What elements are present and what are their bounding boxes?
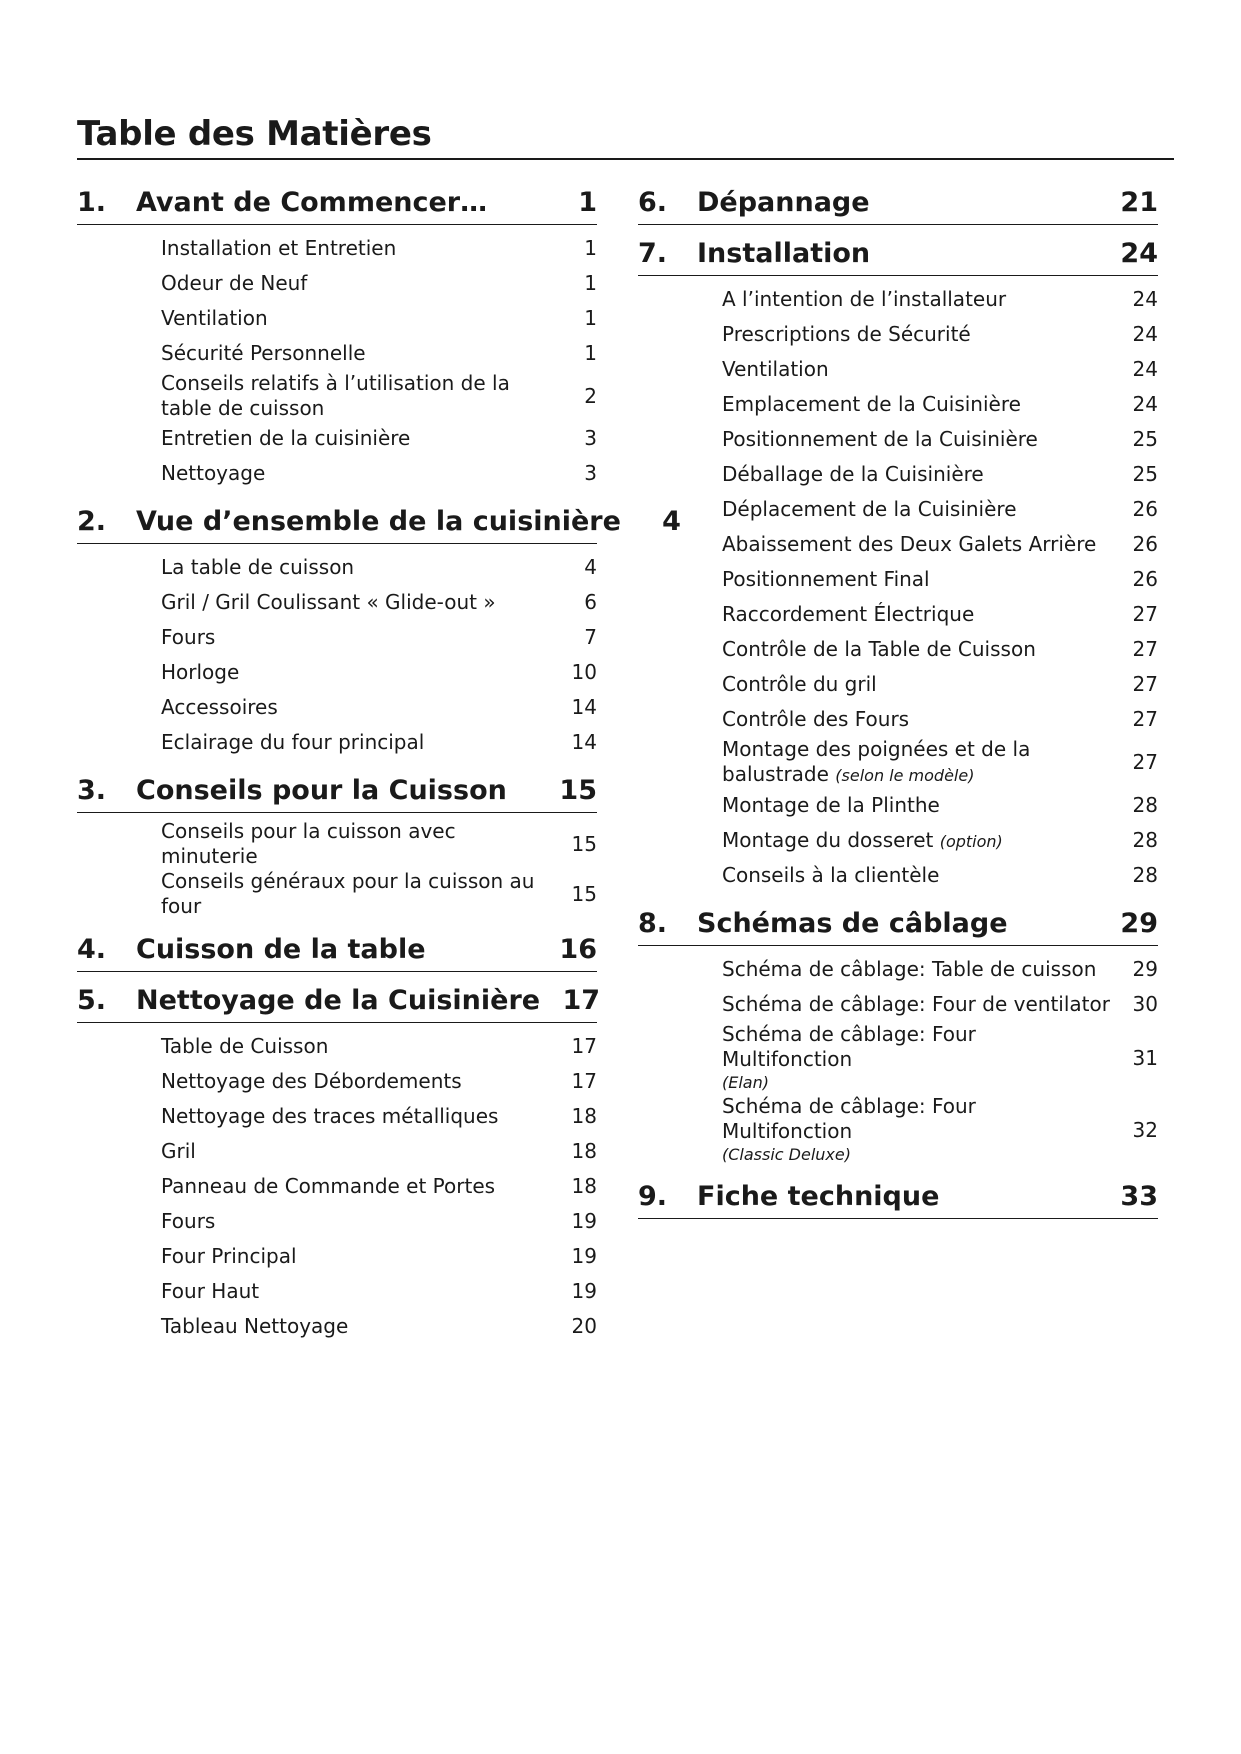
entry-label: Panneau de Commande et Portes xyxy=(161,1174,496,1198)
entry-label-group xyxy=(161,341,557,366)
toc-entry[interactable] xyxy=(722,1022,1158,1094)
entry-page-number: 3 xyxy=(584,461,597,485)
section-title: Nettoyage de la Cuisinière xyxy=(136,985,541,1016)
toc-entry[interactable] xyxy=(722,987,1158,1022)
entry-label-group xyxy=(161,1174,557,1199)
entry-page-number: 17 xyxy=(571,1034,597,1058)
entry-label: Déplacement de la Cuisinière xyxy=(722,497,1017,521)
entry-label: Prescriptions de Sécurité xyxy=(722,322,971,346)
entry-label-group xyxy=(722,427,1118,452)
section-page-number: 29 xyxy=(1120,908,1158,939)
section-entries xyxy=(77,1023,597,1346)
entry-page-number: 1 xyxy=(584,306,597,330)
section-heading[interactable] xyxy=(638,229,1158,276)
section-page-number: 1 xyxy=(578,187,597,218)
entry-label-group xyxy=(161,461,557,486)
entry-label-group xyxy=(161,695,557,720)
section-page-number: 33 xyxy=(1120,1181,1158,1212)
entry-label-group xyxy=(722,637,1118,662)
entry-label: Tableau Nettoyage xyxy=(161,1314,349,1338)
toc-entry[interactable] xyxy=(161,819,597,869)
entry-label-group xyxy=(161,625,557,650)
entry-label: Gril xyxy=(161,1139,196,1163)
entry-label-group xyxy=(161,1209,557,1234)
entry-label-group xyxy=(161,660,557,685)
toc-entry[interactable] xyxy=(161,620,597,655)
section-heading[interactable] xyxy=(77,497,681,544)
toc-section xyxy=(77,178,597,493)
entry-label: Déballage de la Cuisinière xyxy=(722,462,984,486)
toc-entry[interactable] xyxy=(722,597,1158,632)
entry-page-number: 27 xyxy=(1132,750,1158,774)
entry-label: Fours xyxy=(161,1209,216,1233)
toc-entry[interactable] xyxy=(722,858,1158,893)
entry-page-number: 28 xyxy=(1132,793,1158,817)
toc-section xyxy=(77,766,597,921)
entry-label-group xyxy=(722,602,1118,627)
entry-label: Montage du dosseret xyxy=(722,827,934,852)
entry-page-number: 18 xyxy=(571,1139,597,1163)
entry-page-number: 20 xyxy=(571,1314,597,1338)
entry-page-number: 14 xyxy=(571,695,597,719)
toc-entry[interactable] xyxy=(161,1029,597,1064)
entry-subnote: (Elan) xyxy=(722,1073,769,1092)
section-page-number: 17 xyxy=(562,985,601,1016)
entry-label-group xyxy=(722,707,1118,732)
toc-column-right xyxy=(638,178,1158,1223)
section-heading[interactable] xyxy=(638,178,1158,225)
entry-label-group xyxy=(161,1279,557,1304)
entry-label-group xyxy=(722,1022,1118,1094)
toc-entry[interactable] xyxy=(161,1239,597,1274)
section-number: 3. xyxy=(77,775,107,806)
toc-entry[interactable] xyxy=(161,550,597,585)
entry-label-group xyxy=(722,957,1118,982)
entry-page-number: 17 xyxy=(571,1069,597,1093)
entry-page-number: 31 xyxy=(1132,1045,1158,1070)
section-title: Avant de Commencer… xyxy=(136,187,488,218)
toc-section xyxy=(638,1172,1158,1219)
section-number: 4. xyxy=(77,934,107,965)
entry-label: Nettoyage des Débordements xyxy=(161,1069,462,1093)
entry-label-group xyxy=(161,1139,557,1164)
section-number: 9. xyxy=(638,1181,668,1212)
entry-page-number: 19 xyxy=(571,1244,597,1268)
entry-page-number: 26 xyxy=(1132,567,1158,591)
entry-label: Horloge xyxy=(161,660,240,684)
entry-label: Ventilation xyxy=(161,306,268,330)
toc-entry[interactable] xyxy=(722,317,1158,352)
toc-entry[interactable] xyxy=(722,632,1158,667)
entry-label: Montage de la Plinthe xyxy=(722,793,940,817)
section-heading[interactable] xyxy=(77,976,601,1023)
entry-label: Montage des poignées et de la balustrade xyxy=(722,737,1031,786)
toc-entry[interactable] xyxy=(722,702,1158,737)
entry-label: Table de Cuisson xyxy=(161,1034,329,1058)
entry-label-group xyxy=(722,1094,1118,1166)
page-title: Table des Matières xyxy=(77,114,432,154)
toc-entry[interactable] xyxy=(161,725,597,760)
toc-entry[interactable] xyxy=(722,562,1158,597)
entry-page-number: 14 xyxy=(571,730,597,754)
toc-entry[interactable] xyxy=(161,1134,597,1169)
toc-entry[interactable] xyxy=(722,457,1158,492)
section-page-number: 21 xyxy=(1120,187,1158,218)
entry-label: Contrôle du gril xyxy=(722,672,877,696)
toc-entry[interactable] xyxy=(161,1169,597,1204)
toc-entry[interactable] xyxy=(722,387,1158,422)
toc-entry[interactable] xyxy=(161,585,597,620)
entry-label: Installation et Entretien xyxy=(161,236,397,260)
entry-label: Contrôle de la Table de Cuisson xyxy=(722,637,1036,661)
entry-page-number: 29 xyxy=(1132,957,1158,981)
entry-page-number: 27 xyxy=(1132,637,1158,661)
section-entries xyxy=(77,225,597,493)
toc-entry[interactable] xyxy=(722,282,1158,317)
entry-label: Ventilation xyxy=(722,357,829,381)
entry-label-group xyxy=(722,863,1118,888)
section-number: 1. xyxy=(77,187,107,218)
entry-page-number: 26 xyxy=(1132,532,1158,556)
entry-label-group xyxy=(161,1244,557,1269)
entry-page-number: 3 xyxy=(584,426,597,450)
toc-entry[interactable] xyxy=(161,336,597,371)
toc-entry[interactable] xyxy=(722,737,1158,788)
entry-page-number: 25 xyxy=(1132,462,1158,486)
toc-entry[interactable] xyxy=(722,492,1158,527)
entry-page-number: 24 xyxy=(1132,392,1158,416)
entry-page-number: 24 xyxy=(1132,322,1158,346)
entry-note: (option) xyxy=(939,831,1003,851)
entry-label-group xyxy=(161,426,557,451)
entry-page-number: 1 xyxy=(584,341,597,365)
toc-entry[interactable] xyxy=(161,266,597,301)
entry-label-group xyxy=(161,1069,557,1094)
entry-page-number: 27 xyxy=(1132,707,1158,731)
entry-label: Schéma de câblage: Four de ventilator xyxy=(722,992,1110,1016)
toc-section xyxy=(638,178,1158,225)
toc-entry[interactable] xyxy=(722,1094,1158,1166)
toc-section xyxy=(77,925,597,972)
entry-page-number: 32 xyxy=(1132,1117,1158,1142)
toc-section xyxy=(638,229,1158,895)
toc-section xyxy=(77,497,681,762)
entry-label: Schéma de câblage: Table de cuisson xyxy=(722,957,1097,981)
entry-label-group xyxy=(722,497,1118,522)
entry-label-group xyxy=(722,567,1118,592)
toc-section xyxy=(638,899,1158,1168)
section-entries xyxy=(77,544,597,762)
toc-entry[interactable] xyxy=(722,788,1158,823)
entry-page-number: 30 xyxy=(1132,992,1158,1016)
entry-page-number: 28 xyxy=(1132,828,1158,852)
entry-note: (selon le modèle) xyxy=(835,766,975,785)
entry-label: Four Principal xyxy=(161,1244,297,1268)
entry-label-group xyxy=(161,1104,557,1129)
section-entries xyxy=(77,813,597,921)
entry-label-group xyxy=(161,869,557,919)
entry-label: Eclairage du four principal xyxy=(161,730,425,754)
entry-label: Raccordement Électrique xyxy=(722,602,975,626)
entry-label-group xyxy=(722,392,1118,417)
entry-label: Conseils généraux pour la cuisson au four xyxy=(161,869,535,918)
toc-entry[interactable] xyxy=(161,1204,597,1239)
entry-label-group xyxy=(161,1314,557,1339)
entry-page-number: 18 xyxy=(571,1174,597,1198)
entry-label: Conseils relatifs à l’utilisation de la table de cuisson xyxy=(161,371,510,420)
toc-entry[interactable] xyxy=(161,231,597,266)
entry-label: Sécurité Personnelle xyxy=(161,341,366,365)
entry-page-number: 4 xyxy=(584,555,597,579)
entry-label: Positionnement Final xyxy=(722,567,930,591)
section-page-number: 16 xyxy=(559,934,597,965)
section-heading[interactable] xyxy=(77,925,597,972)
entry-page-number: 1 xyxy=(584,236,597,260)
entry-label: Schéma de câblage: Four Multifonction xyxy=(722,1094,976,1143)
entry-label: Positionnement de la Cuisinière xyxy=(722,427,1038,451)
entry-label-group xyxy=(161,819,557,869)
section-heading[interactable] xyxy=(77,766,597,813)
entry-label-group xyxy=(722,462,1118,487)
entry-label-group xyxy=(722,532,1118,557)
entry-page-number: 10 xyxy=(571,660,597,684)
entry-page-number: 27 xyxy=(1132,602,1158,626)
toc-entry[interactable] xyxy=(722,352,1158,387)
entry-page-number: 15 xyxy=(571,831,597,856)
entry-label: Four Haut xyxy=(161,1279,260,1303)
entry-page-number: 24 xyxy=(1132,357,1158,381)
toc-entry[interactable] xyxy=(722,952,1158,987)
entry-page-number: 18 xyxy=(571,1104,597,1128)
entry-page-number: 2 xyxy=(584,383,597,408)
toc-entry[interactable] xyxy=(722,527,1158,562)
toc-entry[interactable] xyxy=(722,422,1158,457)
entry-label-group xyxy=(722,672,1118,697)
entry-label-group xyxy=(722,322,1118,347)
toc-entry[interactable] xyxy=(161,655,597,690)
entry-label-group xyxy=(722,287,1118,312)
entry-label-group xyxy=(161,271,557,296)
entry-label: La table de cuisson xyxy=(161,555,355,579)
entry-label-group xyxy=(161,590,557,615)
entry-label-group xyxy=(722,737,1118,788)
entry-label-group xyxy=(161,236,557,261)
entry-page-number: 26 xyxy=(1132,497,1158,521)
section-title: Installation xyxy=(697,238,871,269)
toc-entry[interactable] xyxy=(161,1309,597,1344)
section-title: Vue d’ensemble de la cuisinière xyxy=(136,506,621,537)
section-entries xyxy=(638,276,1158,895)
section-title: Dépannage xyxy=(697,187,870,218)
section-title: Schémas de câblage xyxy=(697,908,1008,939)
entry-subnote: (Classic Deluxe) xyxy=(722,1145,851,1164)
toc-entry[interactable] xyxy=(161,690,597,725)
entry-label-group xyxy=(161,1034,557,1059)
section-number: 7. xyxy=(638,238,668,269)
entry-label: Abaissement des Deux Galets Arrière xyxy=(722,532,1097,556)
entry-label-group xyxy=(722,992,1118,1017)
entry-label: Contrôle des Fours xyxy=(722,707,910,731)
section-heading[interactable] xyxy=(638,899,1158,946)
entry-label: Gril / Gril Coulissant « Glide-out » xyxy=(161,590,496,614)
entry-page-number: 27 xyxy=(1132,672,1158,696)
entry-page-number: 15 xyxy=(571,881,597,906)
entry-label-group xyxy=(161,306,557,331)
toc-entry[interactable] xyxy=(161,301,597,336)
section-entries xyxy=(638,946,1158,1168)
toc-entry[interactable] xyxy=(161,1099,597,1134)
entry-label: Schéma de câblage: Four Multifonction xyxy=(722,1022,976,1071)
section-number: 6. xyxy=(638,187,668,218)
entry-label: Conseils pour la cuisson avec minuterie xyxy=(161,819,456,868)
entry-label-group xyxy=(161,555,557,580)
toc-entry[interactable] xyxy=(161,371,597,421)
entry-label: Entretien de la cuisinière xyxy=(161,426,411,450)
entry-page-number: 1 xyxy=(584,271,597,295)
entry-page-number: 7 xyxy=(584,625,597,649)
section-title: Fiche technique xyxy=(697,1181,940,1212)
toc-entry[interactable] xyxy=(161,421,597,456)
title-divider xyxy=(77,158,1174,160)
section-number: 2. xyxy=(77,506,107,537)
entry-label: Nettoyage xyxy=(161,461,266,485)
entry-label: Fours xyxy=(161,625,216,649)
section-title: Conseils pour la Cuisson xyxy=(136,775,507,806)
section-number: 8. xyxy=(638,908,668,939)
toc-entry[interactable] xyxy=(161,1274,597,1309)
section-number: 5. xyxy=(77,985,107,1016)
entry-label-group xyxy=(722,793,1118,818)
entry-page-number: 19 xyxy=(571,1209,597,1233)
entry-label: Conseils à la clientèle xyxy=(722,863,940,887)
entry-label-group xyxy=(722,828,1118,854)
entry-label-group xyxy=(161,730,557,755)
toc-entry[interactable] xyxy=(722,667,1158,702)
toc-entry[interactable] xyxy=(722,823,1158,858)
entry-page-number: 24 xyxy=(1132,287,1158,311)
section-title: Cuisson de la table xyxy=(136,934,426,965)
toc-entry[interactable] xyxy=(161,1064,597,1099)
toc-entry[interactable] xyxy=(161,456,597,491)
entry-label: Emplacement de la Cuisinière xyxy=(722,392,1021,416)
entry-label: Odeur de Neuf xyxy=(161,271,308,295)
entry-label-group xyxy=(161,371,557,421)
entry-label-group xyxy=(722,357,1118,382)
entry-label: Nettoyage des traces métalliques xyxy=(161,1104,499,1128)
entry-page-number: 19 xyxy=(571,1279,597,1303)
section-page-number: 24 xyxy=(1120,238,1158,269)
entry-label: Accessoires xyxy=(161,695,278,719)
section-heading[interactable] xyxy=(638,1172,1158,1219)
section-heading[interactable] xyxy=(77,178,597,225)
toc-column-left xyxy=(77,178,681,1350)
entry-label: A l’intention de l’installateur xyxy=(722,287,1007,311)
entry-page-number: 6 xyxy=(584,590,597,614)
section-page-number: 15 xyxy=(559,775,597,806)
toc-entry[interactable] xyxy=(161,869,597,919)
entry-page-number: 25 xyxy=(1132,427,1158,451)
section-page-number: 4 xyxy=(662,506,681,537)
toc-section xyxy=(77,976,601,1346)
entry-page-number: 28 xyxy=(1132,863,1158,887)
